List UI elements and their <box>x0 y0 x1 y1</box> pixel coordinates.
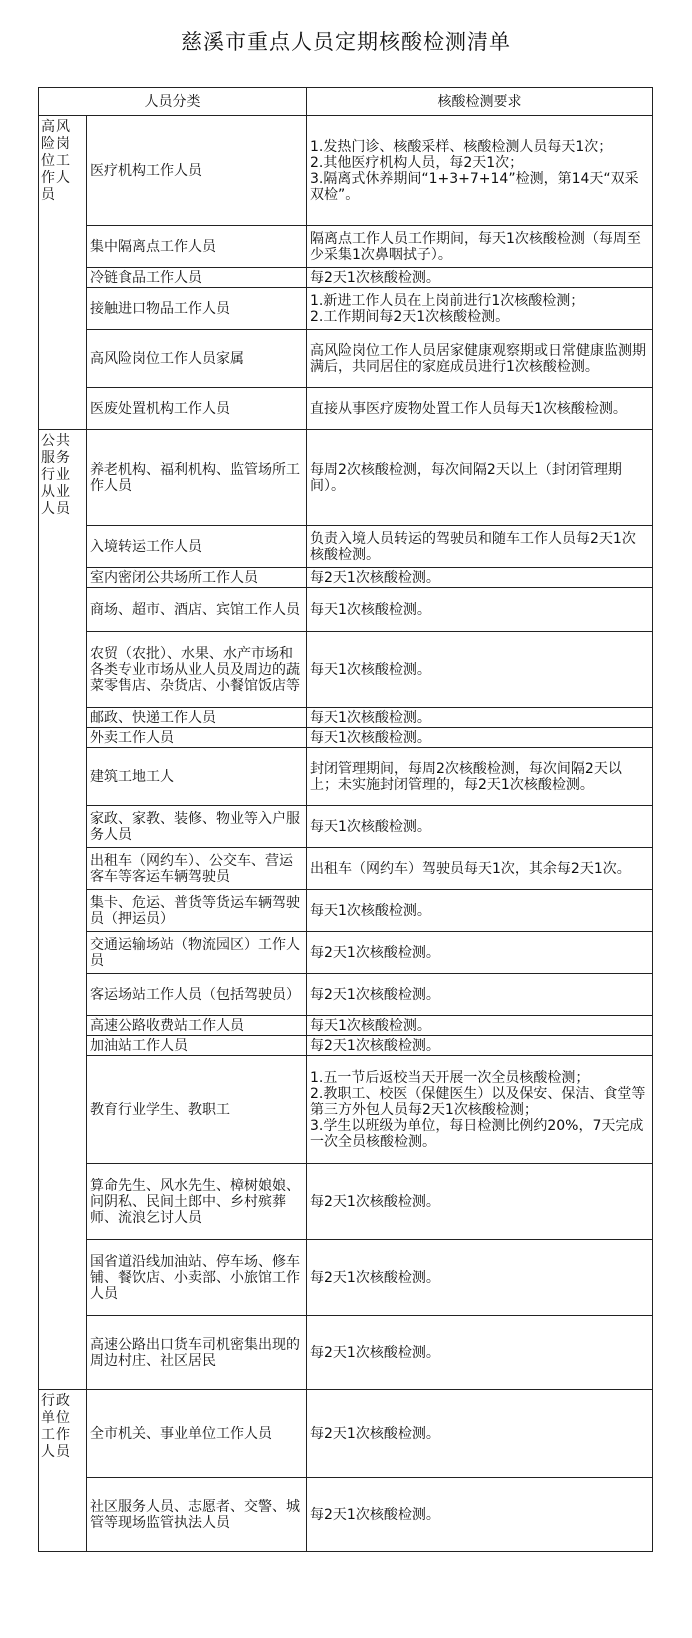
requirement-line: 2.工作期间每2天1次核酸检测。 <box>310 308 510 325</box>
requirement-line: 3.学生以班级为单位，每日检测比例约20%，7天完成一次全员核酸检测。 <box>310 1117 644 1150</box>
table-row <box>39 1390 653 1478</box>
requirement-cell <box>307 1240 653 1316</box>
category-cell: 算命先生、风水先生、樟树娘娘、问阴私、民间土郎中、乡村殡葬师、流浪乞讨人员 <box>87 1164 307 1240</box>
table-body <box>39 116 653 1552</box>
requirement-cell <box>307 288 653 330</box>
table-row <box>39 1316 653 1390</box>
table-row <box>39 728 653 748</box>
requirement-line: 每2天1次核酸检测。 <box>310 1506 440 1523</box>
table-row <box>39 932 653 974</box>
requirement-line: 每周2次核酸检测，每次间隔2天以上（封闭管理期间）。 <box>310 461 622 494</box>
requirement-cell <box>307 748 653 806</box>
table-row <box>39 708 653 728</box>
requirement-cell <box>307 268 653 288</box>
table-row <box>39 388 653 430</box>
requirement-line: 1.五一节后返校当天开展一次全员核酸检测； <box>310 1069 590 1086</box>
requirement-cell <box>307 1390 653 1478</box>
category-cell: 教育行业学生、教职工 <box>87 1056 307 1164</box>
category-cell: 室内密闭公共场所工作人员 <box>87 568 307 588</box>
category-cell: 高速公路出口货车司机密集出现的周边村庄、社区居民 <box>87 1316 307 1390</box>
table-row <box>39 526 653 568</box>
requirement-line: 1.发热门诊、核酸采样、核酸检测人员每天1次； <box>310 138 613 155</box>
table-row <box>39 890 653 932</box>
category-cell: 医疗机构工作人员 <box>87 116 307 226</box>
requirement-cell <box>307 632 653 708</box>
table-row <box>39 330 653 388</box>
requirement-cell <box>307 890 653 932</box>
requirement-line: 2.教职工、校医（保健医生）以及保安、保洁、食堂等第三方外包人员每2天1次核酸检测； <box>310 1085 646 1118</box>
requirement-line: 隔离点工作人员工作期间，每天1次核酸检测（每周至少采集1次鼻咽拭子）。 <box>310 230 641 263</box>
table-row <box>39 974 653 1016</box>
table-row <box>39 1036 653 1056</box>
table-row <box>39 1056 653 1164</box>
requirement-cell <box>307 1056 653 1164</box>
requirement-cell <box>307 1016 653 1036</box>
testing-requirements-table <box>38 87 653 1552</box>
table-row <box>39 806 653 848</box>
document-title: 慈溪市重点人员定期核酸检测清单 <box>181 30 511 54</box>
requirement-line: 每天1次核酸检测。 <box>310 818 431 835</box>
requirement-cell <box>307 1036 653 1056</box>
category-cell: 外卖工作人员 <box>87 728 307 748</box>
requirement-line: 每天1次核酸检测。 <box>310 902 431 919</box>
requirement-cell <box>307 932 653 974</box>
category-cell: 出租车（网约车）、公交车、营运客车等客运车辆驾驶员 <box>87 848 307 890</box>
table-row <box>39 430 653 526</box>
requirement-cell <box>307 728 653 748</box>
requirement-line: 每2天1次核酸检测。 <box>310 944 440 961</box>
group-cell <box>39 116 87 430</box>
header-category: 人员分类 <box>39 88 307 116</box>
category-cell: 高风险岗位工作人员家属 <box>87 330 307 388</box>
requirement-cell <box>307 974 653 1016</box>
requirement-line: 每2天1次核酸检测。 <box>310 1037 440 1054</box>
category-cell: 商场、超市、酒店、宾馆工作人员 <box>87 588 307 632</box>
requirement-line: 每2天1次核酸检测。 <box>310 1344 440 1361</box>
table-row <box>39 568 653 588</box>
category-cell: 集中隔离点工作人员 <box>87 226 307 268</box>
table-row <box>39 268 653 288</box>
table-row <box>39 588 653 632</box>
requirement-line: 每天1次核酸检测。 <box>310 709 431 726</box>
requirement-line: 每天1次核酸检测。 <box>310 729 431 746</box>
requirement-cell <box>307 226 653 268</box>
category-cell: 农贸（农批）、水果、水产市场和各类专业市场从业人员及周边的蔬菜零售店、杂货店、小餐馆饭店等 <box>87 632 307 708</box>
category-cell: 交通运输场站（物流园区）工作人员 <box>87 932 307 974</box>
requirement-cell <box>307 1316 653 1390</box>
table-row <box>39 1240 653 1316</box>
group-label: 高风险岗位工作人员 <box>41 119 71 203</box>
requirement-line: 2.其他医疗机构人员，每2天1次； <box>310 154 524 171</box>
table-row <box>39 1478 653 1552</box>
requirement-line: 每2天1次核酸检测。 <box>310 1425 440 1442</box>
category-cell: 冷链食品工作人员 <box>87 268 307 288</box>
requirement-line: 1.新进工作人员在上岗前进行1次核酸检测； <box>310 292 585 309</box>
table-row <box>39 226 653 268</box>
requirement-line: 出租车（网约车）驾驶员每天1次，其余每2天1次。 <box>310 860 631 877</box>
table-row <box>39 116 653 226</box>
category-cell: 全市机关、事业单位工作人员 <box>87 1390 307 1478</box>
group-cell <box>39 430 87 1390</box>
requirement-cell <box>307 848 653 890</box>
category-cell: 社区服务人员、志愿者、交警、城管等现场监管执法人员 <box>87 1478 307 1552</box>
requirement-line: 每2天1次核酸检测。 <box>310 269 440 286</box>
table-row <box>39 848 653 890</box>
requirement-line: 3.隔离式休养期间“1+3+7+14”检测，第14天“双采双检”。 <box>310 170 639 203</box>
table-row <box>39 1016 653 1036</box>
requirement-cell <box>307 388 653 430</box>
header-requirement: 核酸检测要求 <box>307 88 653 116</box>
requirement-cell <box>307 1478 653 1552</box>
requirement-cell <box>307 708 653 728</box>
table-row <box>39 632 653 708</box>
category-cell: 集卡、危运、普货等货运车辆驾驶员（押运员） <box>87 890 307 932</box>
requirement-line: 每天1次核酸检测。 <box>310 1017 431 1034</box>
requirement-cell <box>307 568 653 588</box>
requirement-cell <box>307 330 653 388</box>
requirement-line: 每天1次核酸检测。 <box>310 601 431 618</box>
requirement-cell <box>307 430 653 526</box>
table-row <box>39 288 653 330</box>
requirement-line: 每2天1次核酸检测。 <box>310 569 440 586</box>
requirement-cell <box>307 526 653 568</box>
category-cell: 国省道沿线加油站、停车场、修车铺、餐饮店、小卖部、小旅馆工作人员 <box>87 1240 307 1316</box>
requirement-line: 每2天1次核酸检测。 <box>310 986 440 1003</box>
table-row <box>39 748 653 806</box>
requirement-line: 高风险岗位工作人员居家健康观察期或日常健康监测期满后，共同居住的家庭成员进行1次核酸检测。 <box>310 342 646 375</box>
category-cell: 高速公路收费站工作人员 <box>87 1016 307 1036</box>
category-cell: 建筑工地工人 <box>87 748 307 806</box>
table-row <box>39 1164 653 1240</box>
requirement-line: 直接从事医疗废物处置工作人员每天1次核酸检测。 <box>310 400 627 417</box>
requirement-line: 封闭管理期间，每周2次核酸检测，每次间隔2天以上；未实施封闭管理的，每2天1次核酸检测。 <box>310 760 622 793</box>
group-label: 行政单位工作人员 <box>41 1393 71 1460</box>
category-cell: 客运场站工作人员（包括驾驶员） <box>87 974 307 1016</box>
table-header-row <box>39 88 653 116</box>
requirement-cell <box>307 806 653 848</box>
requirement-cell <box>307 588 653 632</box>
category-cell: 接触进口物品工作人员 <box>87 288 307 330</box>
requirement-cell <box>307 116 653 226</box>
requirement-line: 每2天1次核酸检测。 <box>310 1269 440 1286</box>
requirement-line: 每2天1次核酸检测。 <box>310 1193 440 1210</box>
category-cell: 养老机构、福利机构、监管场所工作人员 <box>87 430 307 526</box>
category-cell: 医废处置机构工作人员 <box>87 388 307 430</box>
category-cell: 入境转运工作人员 <box>87 526 307 568</box>
requirement-cell <box>307 1164 653 1240</box>
requirement-line: 每天1次核酸检测。 <box>310 661 431 678</box>
category-cell: 邮政、快递工作人员 <box>87 708 307 728</box>
group-label: 公共服务行业从业人员 <box>41 433 71 517</box>
requirement-line: 负责入境人员转运的驾驶员和随车工作人员每2天1次核酸检测。 <box>310 530 636 563</box>
category-cell: 加油站工作人员 <box>87 1036 307 1056</box>
group-cell <box>39 1390 87 1552</box>
category-cell: 家政、家教、装修、物业等入户服务人员 <box>87 806 307 848</box>
